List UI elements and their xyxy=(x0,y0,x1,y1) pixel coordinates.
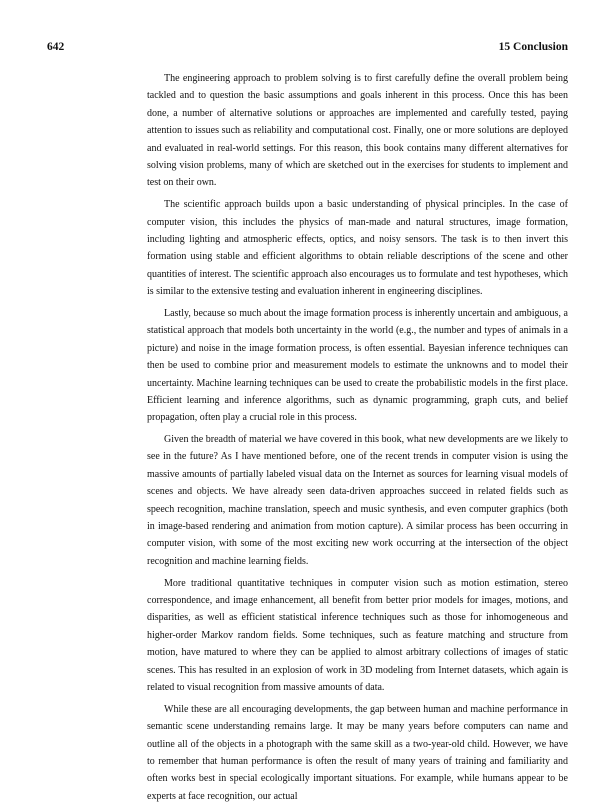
paragraph-future-developments: Given the breadth of material we have covered in this book, what new developments are we likely to see in the future? As I have mentioned before, one of the recent trends in computer vision is using the massive amounts of partially labeled visual data on the Internet as sources for learning visual models of scenes and objects. We have already seen data-driven approaches succeed in related fields such as speech recognition, machine translation, speech and music synthesis, and even computer graphics (both in image-based rendering and animation from motion capture). A similar process has been occurring in computer vision, with some of the most exciting new work occurring at the intersection of the object recognition and machine learning fields. xyxy=(147,434,568,567)
paragraph-quantitative-techniques: More traditional quantitative techniques in computer vision such as motion estimation, stereo correspondence, and image enhancement, all benefit from better prior models for images, motions, and disparities, as well as efficient statistical inference techniques such as those for inhomogeneous and higher-order Markov random fields. Some techniques, such as feature matching and structure from motion, have matured to where they can be applied to almost arbitrary collections of images of static scenes. This has resulted in an explosion of work in 3D modeling from Internet datasets, which again is related to visual recognition from massive amounts of data. xyxy=(147,577,568,693)
page-number: 642 xyxy=(47,41,65,53)
running-head xyxy=(47,39,568,55)
paragraph-engineering-approach: The engineering approach to problem solving is to first carefully define the overall problem being tackled and to question the basic assumptions and goals inherent in this process. Once this has been done, a number of alternative solutions or approaches are implemented and carefully tested, paying attention to issues such as reliability and computational cost. Finally, one or more solutions are deployed and evaluated in real-world settings. For this reason, this book contains many different alternatives for solving vision problems, many of which are sketched out in the exercises for students to implement and test on their own. xyxy=(147,73,568,189)
chapter-title: 15 Conclusion xyxy=(498,41,568,53)
paragraph-scientific-approach: The scientific approach builds upon a basic understanding of physical principles. In the case of computer vision, this includes the physics of man-made and natural structures, image formation, including lighting and atmospheric effects, optics, and noisy sensors. The task is to then invert this formation using stable and efficient algorithms to obtain reliable descriptions of the scene and other quantities of interest. The scientific approach also encourages us to formulate and test hypotheses, which is similar to the extensive testing and evaluation inherent in engineering disciplines. xyxy=(147,199,568,298)
body-text xyxy=(147,70,568,809)
paragraph-human-machine-gap: While these are all encouraging developments, the gap between human and machine performance in semantic scene understanding remains large. It may be many years before computers can name and outline all of the objects in a photograph with the same skill as a two-year-old child. However, we have to remember that human performance is often the result of many years of training and familiarity and often works best in special ecologically important situations. For example, while humans appear to be experts at face recognition, our actual xyxy=(147,703,568,802)
paragraph-statistical-approach: Lastly, because so much about the image formation process is inherently uncertain and ambiguous, a statistical approach that models both uncertainty in the world (e.g., the number and types of animals in a picture) and noise in the image formation process, is often essential. Bayesian inference techniques can then be used to combine prior and measurement models to estimate the unknowns and to model their uncertainty. Machine learning techniques can be used to create the probabilistic models in the first place. Efficient learning and inference algorithms, such as dynamic programming, graph cuts, and belief propagation, often play a crucial role in this process. xyxy=(147,307,568,424)
